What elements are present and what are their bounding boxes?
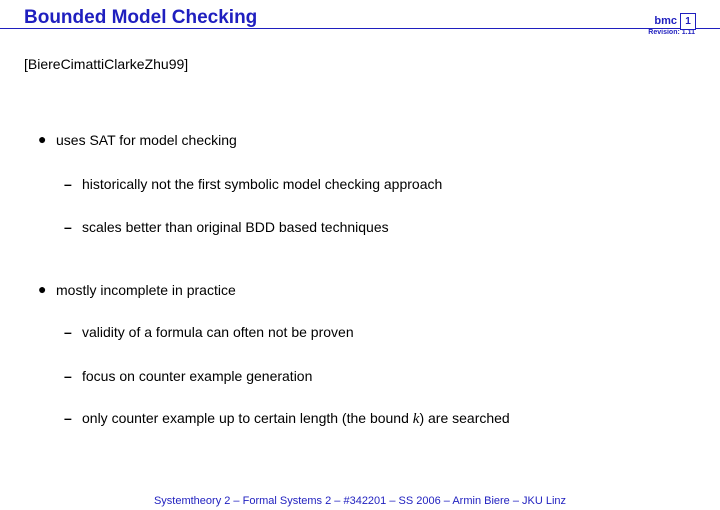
bullet-item: mostly incomplete in practice: [56, 282, 236, 298]
bound-variable: k: [412, 411, 420, 427]
sub-item: validity of a formula can often not be proven: [82, 324, 354, 340]
citation: [BiereCimattiClarkeZhu99]: [24, 56, 189, 72]
sub-item: historically not the first symbolic model checking approach: [82, 176, 443, 192]
header-rule: [0, 28, 720, 29]
sub-item-bound: [82, 410, 510, 428]
footer: Systemtheory 2 – Formal Systems 2 – #342201 – SS 2006 – Armin Biere – JKU Linz: [153, 495, 567, 507]
sub-item-text-before: only counter example up to certain length (the bound: [82, 410, 413, 426]
dash-icon: –: [64, 324, 72, 340]
slide-tag: bmc: [654, 15, 677, 27]
bullet-icon: ●: [38, 281, 47, 297]
dash-icon: –: [64, 368, 72, 384]
bullet-item: uses SAT for model checking: [56, 132, 237, 148]
revision-label: Revision: 1.11: [648, 29, 695, 36]
page-number-box: 1: [680, 13, 696, 30]
dash-icon: –: [64, 219, 72, 235]
dash-icon: –: [64, 176, 72, 192]
sub-item-text-after: ) are searched: [419, 410, 510, 426]
sub-item: focus on counter example generation: [82, 368, 313, 384]
slide-title: Bounded Model Checking: [24, 7, 258, 28]
dash-icon: –: [64, 410, 72, 426]
bullet-icon: ●: [38, 131, 47, 147]
sub-item: scales better than original BDD based techniques: [82, 219, 389, 235]
